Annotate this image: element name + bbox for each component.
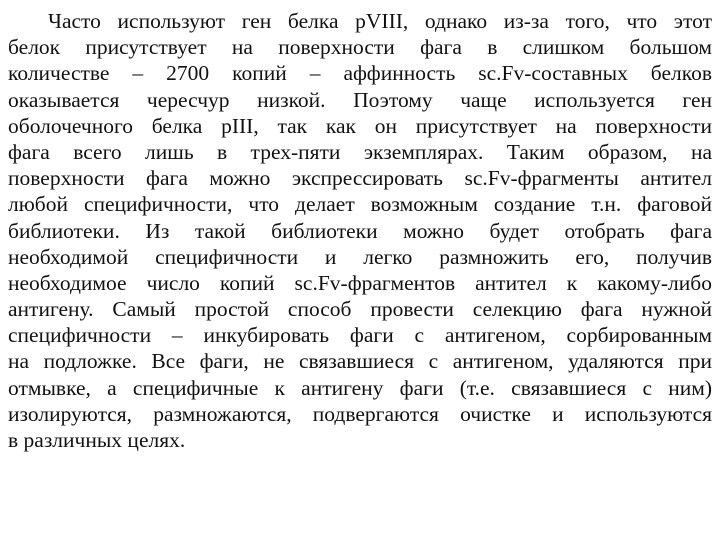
paragraph-line: фага всего лишь в трех-пяти экземплярах. Таким образом, на xyxy=(8,139,712,164)
paragraph-line: библиотеки. Из такой библиотеки можно будет отобрать фага xyxy=(8,218,712,243)
paragraph-line: антигену. Самый простой способ провести селекцию фага нужной xyxy=(8,297,712,322)
paragraph-line: специфичности – инкубировать фаги с антигеном, сорбированным xyxy=(8,323,712,348)
paragraph-line: количестве – 2700 копий – аффинность sc.Fv-составных белков xyxy=(8,61,712,86)
paragraph-line: необходимое число копий sc.Fv-фрагментов антител к какому-либо xyxy=(8,270,712,295)
paragraph-line: необходимой специфичности и легко размножить его, получив xyxy=(8,244,712,269)
paragraph-line: поверхности фага можно экспрессировать sc.Fv-фрагменты антител xyxy=(8,166,712,191)
paragraph-line: отмывке, а специфичные к антигену фаги (т.е. связавшиеся с ним) xyxy=(8,375,712,400)
paragraph-line: любой специфичности, что делает возможным создание т.н. фаговой xyxy=(8,192,712,217)
paragraph-line: оболочечного белка pIII, так как он присутствует на поверхности xyxy=(8,113,712,138)
paragraph-line: изолируются, размножаются, подвергаются очистке и используются xyxy=(8,401,712,426)
paragraph-line: на подложке. Все фаги, не связавшиеся с антигеном, удаляются при xyxy=(8,349,712,374)
paragraph-line: в различных целях. xyxy=(8,428,186,452)
paragraph-line: белок присутствует на поверхности фага в слишком большом xyxy=(8,35,712,60)
body-paragraph xyxy=(8,8,712,453)
paragraph-line: Часто используют ген белка pVIII, однако из-за того, что этот xyxy=(48,9,712,33)
paragraph-line: оказывается чересчур низкой. Поэтому чаще используется ген xyxy=(8,87,712,112)
